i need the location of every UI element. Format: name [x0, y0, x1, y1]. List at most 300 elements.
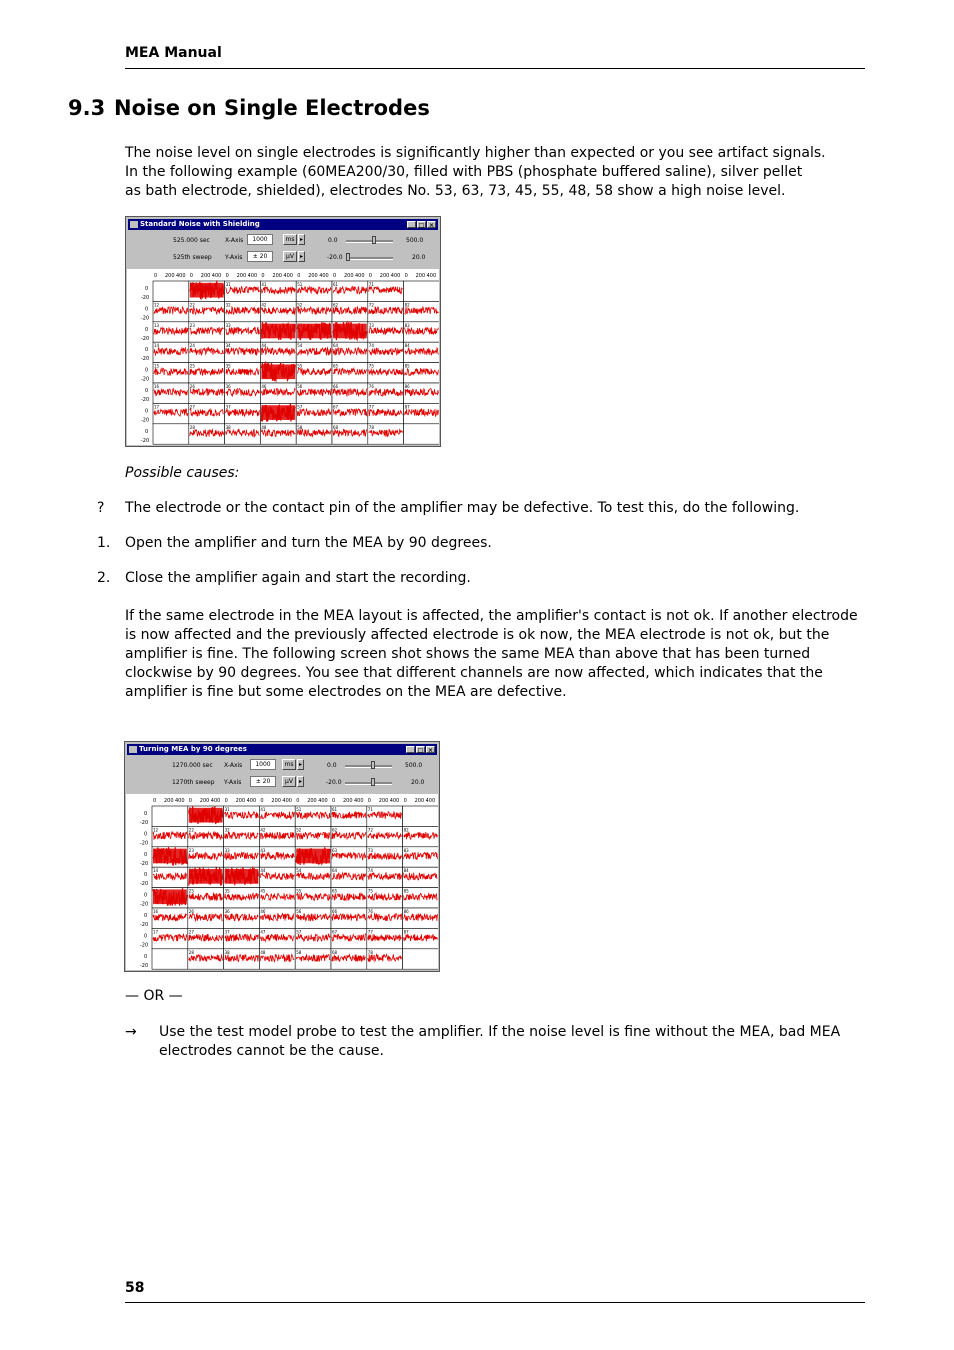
channel-cell [153, 363, 189, 383]
channel-cell [260, 403, 296, 423]
xaxis-label: X-Axis [225, 237, 244, 244]
channel-cell [367, 888, 403, 908]
channel-cell [404, 363, 439, 383]
channel-cell [403, 928, 438, 948]
axis-tick-label: 0 [145, 367, 149, 374]
channel-cell [332, 342, 368, 362]
channel-cell [225, 383, 261, 403]
channel-cell [331, 888, 367, 908]
channel-label: 52 [297, 302, 303, 308]
channel-cell [367, 847, 403, 867]
channel-label: 25 [188, 888, 194, 894]
channel-label: 87 [404, 404, 410, 410]
channel-cell [331, 908, 367, 928]
time-readout: 1270.000 sec [172, 762, 213, 769]
channel-cell [296, 424, 332, 444]
channel-cell [189, 281, 225, 301]
channel-label: 44 [261, 343, 267, 349]
channel-label: 56 [296, 909, 302, 914]
noise-band [333, 324, 367, 339]
explanation-paragraph [125, 607, 858, 702]
channel-label: 26 [188, 909, 194, 914]
channel-cell [188, 867, 224, 887]
channel-cell [259, 888, 295, 908]
channel-cell [152, 806, 188, 826]
xmin-readout: 0.0 [328, 237, 338, 244]
axis-tick-label: -20 [141, 295, 150, 301]
yaxis-label: Y-Axis [225, 254, 243, 261]
channel-label: 66 [333, 384, 339, 389]
channel-cell [225, 301, 261, 321]
channel-label: 76 [367, 909, 373, 914]
xmin-readout: 0.0 [327, 762, 337, 769]
channel-cell [368, 322, 404, 342]
axis-tick-label: -20 [141, 376, 150, 383]
channel-cell [224, 928, 260, 948]
channel-cell [259, 949, 295, 969]
channel-cell [152, 928, 188, 948]
channel-cell [224, 888, 260, 908]
channel-label: 85 [403, 888, 409, 894]
channel-label: 55 [296, 888, 302, 894]
channel-cell [153, 281, 189, 301]
axis-tick-label: 0 [261, 273, 265, 279]
channel-label: 48 [260, 949, 266, 955]
channel-label: 86 [404, 384, 410, 389]
channel-label: 13 [154, 322, 160, 328]
channel-label: 56 [297, 384, 303, 389]
channel-cell [332, 301, 368, 321]
axis-tick-label: -20 [140, 901, 149, 908]
window-titlebar [128, 219, 438, 230]
axis-tick-label: 0 [145, 388, 149, 394]
channel-cell [153, 403, 189, 423]
axis-tick-label: 0 [144, 831, 148, 838]
channel-label: 37 [224, 929, 230, 935]
channel-cell [225, 342, 261, 362]
channel-cell [152, 847, 188, 867]
channel-label: 34 [225, 343, 231, 349]
channel-label: 35 [224, 888, 230, 894]
axis-tick-label: -20 [140, 942, 149, 949]
axis-tick-label: 200 [236, 273, 247, 279]
channel-label: 68 [332, 949, 338, 955]
channel-cell [295, 949, 331, 969]
axis-tick-label: 400 [283, 273, 293, 279]
channel-label: 66 [332, 909, 338, 914]
channel-cell [403, 826, 438, 846]
axis-tick-label: 0 [225, 273, 229, 279]
axis-tick-label: -20 [140, 860, 149, 867]
axis-tick-label: 0 [404, 273, 408, 279]
axis-tick-label: -20 [141, 437, 150, 444]
channel-label: 32 [225, 302, 231, 308]
channel-cell [188, 888, 224, 908]
channel-cell [225, 363, 261, 383]
channel-label: 28 [188, 949, 194, 955]
channel-label: 72 [367, 827, 373, 833]
channel-label: 68 [333, 424, 339, 430]
channel-label: 41 [261, 282, 267, 287]
axis-tick-label: 400 [210, 798, 221, 804]
channel-cell [152, 867, 188, 887]
signal-grid-svg [126, 794, 438, 970]
maximize-icon: □ [417, 747, 424, 754]
channel-label: 16 [154, 384, 160, 389]
noise-band [297, 324, 331, 339]
channel-cell [296, 301, 332, 321]
axis-tick-label: 400 [389, 798, 400, 804]
channel-label: 63 [332, 847, 338, 853]
channel-cell [332, 363, 368, 383]
noise-band [190, 283, 224, 298]
channel-label: 76 [368, 384, 374, 389]
paragraph-line: is now affected and the previously affected electrode is ok now, the MEA electrode is not ok, but the [125, 627, 830, 643]
channel-label: 67 [332, 929, 338, 935]
axis-tick-label: -20 [140, 962, 149, 969]
noise-band [261, 405, 295, 420]
xmax-readout: 500.0 [405, 762, 423, 769]
channel-label: 15 [154, 363, 160, 369]
xaxis-slider-knob [371, 761, 375, 769]
channel-cell [404, 342, 439, 362]
channel-cell [367, 826, 403, 846]
axis-tick-label: 400 [354, 798, 364, 804]
ymin-readout: -20.0 [327, 254, 343, 261]
channel-cell [259, 867, 295, 887]
axis-tick-label: 0 [296, 798, 300, 804]
channel-cell [296, 342, 332, 362]
axis-tick-label: 200 [271, 798, 281, 804]
channel-label: 74 [368, 343, 374, 349]
axis-tick-label: 0 [144, 892, 148, 899]
yunit-spin-icon: ▸ [298, 778, 302, 785]
channel-label: 14 [153, 868, 159, 874]
axis-tick-label: 200 [235, 798, 246, 804]
channel-label: 73 [367, 847, 373, 853]
channel-cell [295, 888, 331, 908]
channel-label: 75 [368, 363, 374, 369]
channel-cell [260, 383, 296, 403]
channel-label: 71 [368, 282, 374, 287]
axis-tick-label: 200 [344, 273, 354, 279]
channel-label: 83 [403, 847, 409, 853]
axis-tick-label: 400 [175, 798, 185, 804]
axis-tick-label: 0 [368, 273, 372, 279]
channel-label: 16 [153, 909, 159, 914]
channel-label: 45 [260, 888, 266, 894]
channel-label: 61 [333, 282, 339, 287]
channel-label: 83 [404, 322, 410, 328]
channel-cell [224, 826, 260, 846]
channel-label: 38 [224, 949, 230, 955]
channel-label: 72 [368, 302, 374, 308]
xaxis-slider [345, 765, 392, 768]
channel-label: 38 [225, 424, 231, 430]
channel-cell [260, 342, 296, 362]
channel-cell [404, 403, 439, 423]
axis-tick-label: 0 [153, 798, 157, 804]
channel-label: 54 [296, 868, 302, 874]
axis-tick-label: 200 [165, 273, 175, 279]
step-text: Close the amplifier again and start the recording. [125, 570, 471, 586]
window-titlebar [127, 744, 437, 755]
step-number: 2. [97, 570, 111, 586]
axis-tick-label: -20 [141, 397, 150, 403]
axis-tick-label: 200 [307, 798, 317, 804]
channel-cell [153, 301, 189, 321]
channel-cell [152, 908, 188, 928]
channel-cell [225, 424, 261, 444]
minimize-icon: _ [407, 221, 416, 228]
axis-tick-label: 0 [260, 798, 264, 804]
axis-tick-label: 0 [145, 306, 149, 313]
channel-label: 75 [367, 888, 373, 894]
channel-cell [189, 403, 225, 423]
channel-cell [403, 908, 438, 928]
minimize-icon: _ [406, 746, 415, 753]
channel-label: 27 [189, 404, 195, 410]
channel-cell [260, 281, 296, 301]
channel-label: 65 [332, 888, 338, 894]
axis-tick-label: 400 [319, 273, 329, 279]
channel-label: 14 [154, 343, 160, 349]
channel-label: 64 [332, 868, 338, 874]
running-header: MEA Manual [125, 45, 222, 61]
axis-tick-label: 400 [318, 798, 328, 804]
axis-tick-label: -20 [141, 356, 150, 363]
channel-label: 87 [403, 929, 409, 935]
channel-label: 51 [296, 807, 302, 812]
channel-label: 17 [154, 404, 160, 410]
channel-cell [296, 363, 332, 383]
channel-label: 47 [260, 929, 266, 935]
paragraph-line: If the same electrode in the MEA layout is affected, the amplifier's contact is not ok. If another electrode [125, 608, 858, 624]
channel-label: 82 [404, 302, 410, 308]
axis-tick-label: 0 [403, 798, 407, 804]
channel-cell [367, 806, 403, 826]
channel-label: 77 [367, 929, 373, 935]
axis-tick-label: 400 [282, 798, 292, 804]
axis-tick-label: 200 [343, 798, 353, 804]
channel-cell [331, 867, 367, 887]
axis-tick-label: -20 [140, 840, 149, 847]
channel-label: 73 [368, 322, 374, 328]
bullet-marker: ? [97, 500, 105, 516]
channel-cell [332, 403, 368, 423]
channel-cell [296, 403, 332, 423]
channel-label: 36 [225, 384, 231, 389]
channel-label: 74 [367, 868, 373, 874]
bullet-text: The electrode or the contact pin of the amplifier may be defective. To test this, do the following. [125, 500, 800, 516]
axis-tick-label: 200 [414, 798, 425, 804]
channel-label: 33 [225, 322, 231, 328]
channel-label: 23 [189, 322, 195, 328]
channel-cell [152, 888, 188, 908]
axis-tick-label: 0 [189, 273, 193, 279]
signal-grid [127, 269, 439, 445]
section-heading [68, 96, 430, 120]
channel-cell [296, 281, 332, 301]
paragraph-line: Use the test model probe to test the amplifier. If the noise level is fine without the MEA, bad MEA [159, 1024, 841, 1040]
channel-cell [403, 867, 438, 887]
channel-label: 32 [224, 827, 230, 833]
channel-cell [332, 322, 368, 342]
axis-tick-label: 0 [144, 953, 148, 960]
axis-tick-label: 0 [188, 798, 192, 804]
channel-cell [225, 403, 261, 423]
channel-cell [153, 322, 189, 342]
channel-label: 37 [225, 404, 231, 410]
header-rule [125, 68, 865, 69]
channel-label: 17 [153, 929, 159, 935]
axis-tick-label: 200 [378, 798, 389, 804]
channel-label: 62 [333, 302, 339, 308]
channel-label: 64 [333, 343, 339, 349]
channel-cell [368, 342, 404, 362]
axis-tick-label: 400 [247, 273, 258, 279]
channel-cell [225, 281, 261, 301]
section-number: 9.3 [68, 96, 106, 120]
channel-cell [332, 424, 368, 444]
screenshot-standard-noise [125, 216, 441, 447]
channel-cell [332, 383, 368, 403]
sweep-readout: 525th sweep [173, 254, 212, 261]
channel-cell [404, 322, 439, 342]
channel-cell [404, 424, 439, 444]
axis-tick-label: 400 [390, 273, 401, 279]
channel-cell [296, 383, 332, 403]
ymax-readout: 20.0 [412, 254, 426, 261]
channel-cell [295, 908, 331, 928]
channel-cell [224, 806, 260, 826]
xunit-button: ms [283, 234, 297, 245]
channel-label: 57 [296, 929, 302, 935]
channel-cell [260, 301, 296, 321]
channel-cell [188, 908, 224, 928]
axis-tick-label: 400 [176, 273, 186, 279]
axis-tick-label: 200 [199, 798, 210, 804]
channel-cell [189, 301, 225, 321]
channel-label: 12 [153, 827, 159, 833]
xmax-readout: 500.0 [406, 237, 424, 244]
yaxis-slider-knob [371, 778, 375, 786]
axis-tick-label: 200 [308, 273, 318, 279]
channel-label: 52 [296, 827, 302, 833]
channel-label: 12 [154, 302, 160, 308]
channel-cell [296, 322, 332, 342]
window-menu-icon [130, 221, 138, 228]
yunit-spin-icon: ▸ [299, 253, 303, 260]
channel-label: 24 [189, 343, 195, 349]
channel-cell [259, 806, 295, 826]
or-separator: — OR — [125, 988, 183, 1004]
section-title: Noise on Single Electrodes [114, 96, 430, 120]
channel-cell [295, 826, 331, 846]
channel-cell [368, 383, 404, 403]
channel-cell [403, 949, 438, 969]
axis-tick-label: 400 [355, 273, 365, 279]
channel-cell [189, 424, 225, 444]
xunit-button: ms [282, 759, 296, 770]
axis-tick-label: 0 [333, 273, 337, 279]
channel-cell [260, 363, 296, 383]
channel-cell [153, 383, 189, 403]
step-number: 1. [97, 535, 111, 551]
page-number: 58 [125, 1280, 145, 1296]
channel-cell [295, 928, 331, 948]
noise-band [189, 869, 223, 884]
maximize-icon: □ [418, 222, 425, 229]
channel-cell [188, 928, 224, 948]
yaxis-slider-knob [346, 253, 350, 261]
xaxis-slider-knob [372, 236, 376, 244]
axis-tick-label: 0 [367, 798, 371, 804]
channel-cell [189, 363, 225, 383]
channel-cell [367, 867, 403, 887]
noise-band [296, 849, 330, 864]
axis-tick-label: 0 [144, 851, 148, 858]
ymin-readout: -20.0 [326, 779, 342, 786]
channel-label: 62 [332, 827, 338, 833]
channel-label: 41 [260, 807, 266, 812]
channel-cell [403, 847, 438, 867]
channel-cell [331, 826, 367, 846]
channel-cell [188, 826, 224, 846]
xunit-spin-icon: ▸ [298, 761, 302, 768]
channel-label: 22 [188, 827, 194, 833]
axis-tick-label: 200 [200, 273, 211, 279]
channel-label: 31 [224, 807, 230, 812]
channel-label: 35 [225, 363, 231, 369]
xaxis-field: 1000 [247, 234, 273, 245]
channel-cell [224, 847, 260, 867]
yaxis-field: ± 20 [247, 251, 273, 262]
axis-tick-label: 400 [246, 798, 257, 804]
channel-cell [189, 322, 225, 342]
xunit-spin-icon: ▸ [299, 236, 303, 243]
window-menu-icon [129, 746, 137, 753]
ymax-readout: 20.0 [411, 779, 425, 786]
noise-band [153, 889, 187, 904]
channel-label: 43 [260, 847, 266, 853]
paragraph-line: amplifier is fine but some electrodes on the MEA are defective. [125, 684, 567, 700]
close-icon: × [428, 222, 435, 229]
axis-tick-label: -20 [140, 820, 149, 826]
channel-label: 57 [297, 404, 303, 410]
channel-label: 46 [260, 909, 266, 914]
channel-label: 82 [403, 827, 409, 833]
channel-label: 22 [189, 302, 195, 308]
sweep-readout: 1270th sweep [172, 779, 215, 786]
axis-tick-label: 0 [224, 798, 228, 804]
channel-label: 77 [368, 404, 374, 410]
axis-tick-label: -20 [141, 417, 150, 424]
xaxis-field: 1000 [250, 759, 276, 770]
channel-label: 84 [403, 868, 409, 874]
channel-cell [367, 949, 403, 969]
channel-cell [367, 928, 403, 948]
yaxis-label: Y-Axis [224, 779, 242, 786]
channel-label: 36 [224, 909, 230, 914]
signal-grid [126, 794, 438, 970]
channel-cell [295, 806, 331, 826]
step-text: Open the amplifier and turn the MEA by 90 degrees. [125, 535, 492, 551]
channel-cell [368, 403, 404, 423]
axis-tick-label: 400 [426, 273, 437, 279]
axis-tick-label: -20 [141, 315, 150, 322]
possible-causes-label: Possible causes: [125, 465, 240, 481]
